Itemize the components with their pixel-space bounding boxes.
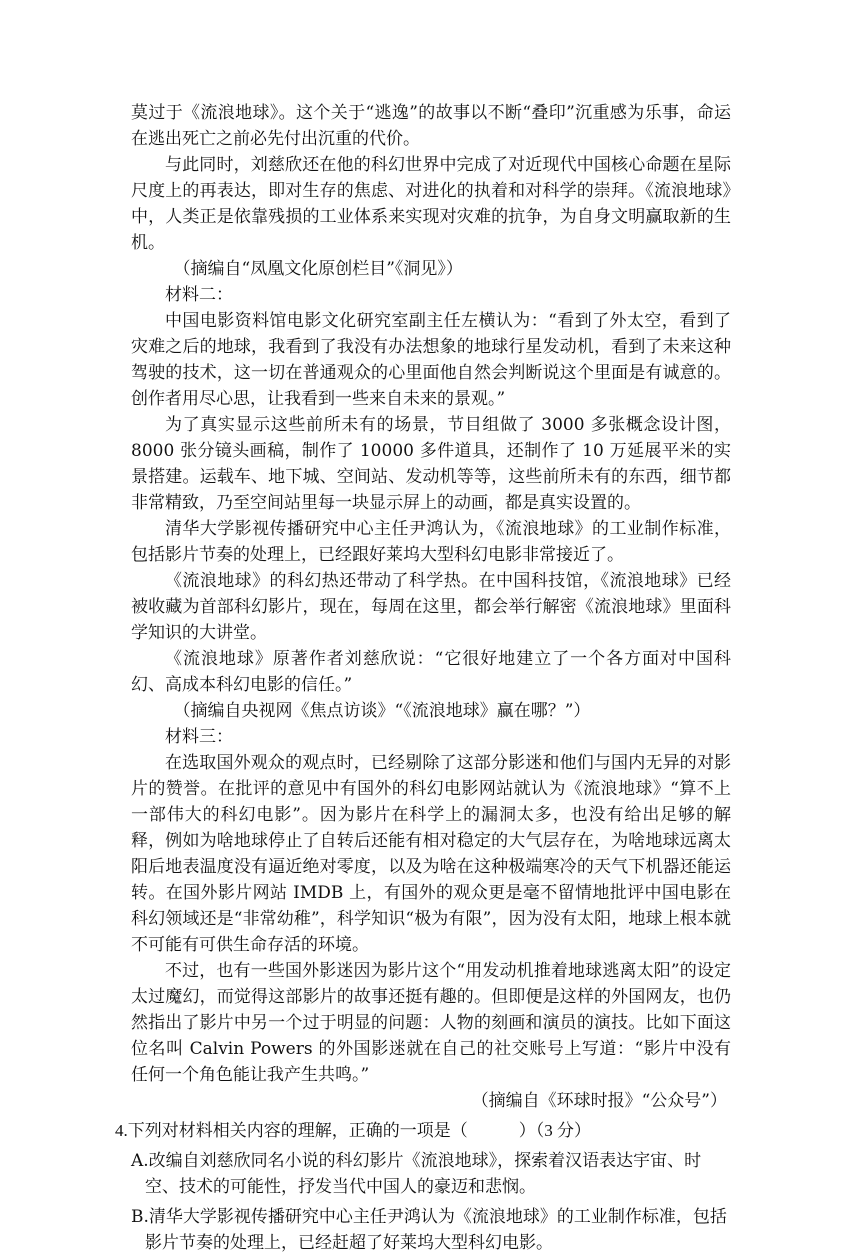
material2-label: 材料二： bbox=[165, 285, 233, 305]
material3-paragraph-1: 在选取国外观众的观点时，已经剔除了这部分影迷和他们与国内无异的对影片的赞誉。在批评的意见中有国外的科幻电影网站就认为《流浪地球》“算不上一部伟大的科幻电影”。因为影片在科学上的漏洞太多，也没有给出足够的解释，例如为啥地球停止了自转后还能有相对稳定的大气层存在，为啥地球远离太阳后地表温度没有逼近绝对零度，以及为啥在这种极端寒冷的天气下机器还能运转。在国外影片网站 IMDB 上，有国外的观众更是毫不留情地批评中国电影在科幻领域还是“非常幼稚”，科学知识“极为有限”，因为没有太阳，地球上根本就不可能有可供生命存活的环境。 bbox=[131, 753, 731, 955]
document-page bbox=[115, 100, 731, 1256]
material2-paragraph-4: 《流浪地球》的科幻热还带动了科学热。在中国科技馆，《流浪地球》已经被收藏为首部科幻影片，现在，每周在这里，都会举行解密《流浪地球》里面科学知识的大讲堂。 bbox=[131, 571, 731, 643]
material2-source: （摘编自央视网《焦点访谈》“《流浪地球》赢在哪？”） bbox=[173, 701, 591, 721]
material2-paragraph-5: 《流浪地球》原著作者刘慈欣说：“它很好地建立了一个各方面对中国科幻、高成本科幻电影的信任。” bbox=[131, 649, 731, 695]
material3-paragraph-2: 不过，也有一些国外影迷因为影片这个“用发动机推着地球逃离太阳”的设定太过魔幻，而觉得这部影片的故事还挺有趣的。但即便是这样的外国网友，也仍然指出了影片中另一个过于明显的问题：人物的刻画和演员的演技。比如下面这位名叫 Calvin Powers 的外国影迷就在自己的社交账号上写道：“影片中没有任何一个角色能让我产生共鸣。” bbox=[131, 961, 731, 1085]
material3-label: 材料三： bbox=[165, 727, 233, 747]
material1-source: （摘编自“凤凰文化原创栏目”《洞见》） bbox=[173, 259, 463, 279]
option-a: A.改编自刘慈欣同名小说的科幻影片《流浪地球》，探索着汉语表达宇宙、时空、技术的可能性，抒发当代中国人的豪迈和悲悯。 bbox=[131, 1151, 702, 1197]
material1-paragraph-2: 与此同时，刘慈欣还在他的科幻世界中完成了对近现代中国核心命题在星际尺度上的再表达，即对生存的焦虑、对进化的执着和对科学的崇拜。《流浪地球》中，人类正是依靠残损的工业体系来实现对灾难的抗争，为自身文明赢取新的生机。 bbox=[131, 155, 731, 253]
material2-paragraph-1: 中国电影资料馆电影文化研究室副主任左横认为：“看到了外太空，看到了灾难之后的地球，我看到了我没有办法想象的地球行星发动机，看到了未来这种驾驶的技术，这一切在普通观众的心里面他自然会判断说这个里面是有诚意的。创作者用尽心思，让我看到一些来自未来的景观。” bbox=[131, 311, 731, 409]
material2-paragraph-2: 为了真实显示这些前所未有的场景，节目组做了 3000 多张概念设计图，8000 张分镜头画稿，制作了 10000 多件道具，还制作了 10 万延展平米的实景搭建。运载车、地下城、空间站、发动机等等，这些前所未有的东西，细节都非常精致，乃至空间站里每一块显示屏上的动画，都是真实设置的。 bbox=[131, 415, 731, 513]
question-stem: 4.下列对材料相关内容的理解，正确的一项是（ ）（3 分） bbox=[115, 1121, 591, 1140]
option-b: B.清华大学影视传播研究中心主任尹鸿认为《流浪地球》的工业制作标准，包括影片节奏的处理上，已经赶超了好莱坞大型科幻电影。 bbox=[131, 1207, 727, 1253]
material3-source: （摘编自《环球时报》“公众号”） bbox=[471, 1091, 727, 1111]
material1-paragraph-1: 莫过于《流浪地球》。这个关于“逃逸”的故事以不断“叠印”沉重感为乐事，命运在逃出死亡之前必先付出沉重的代价。 bbox=[131, 103, 731, 149]
material2-paragraph-3: 清华大学影视传播研究中心主任尹鸿认为，《流浪地球》的工业制作标准，包括影片节奏的处理上，已经跟好莱坞大型科幻电影非常接近了。 bbox=[131, 519, 731, 565]
